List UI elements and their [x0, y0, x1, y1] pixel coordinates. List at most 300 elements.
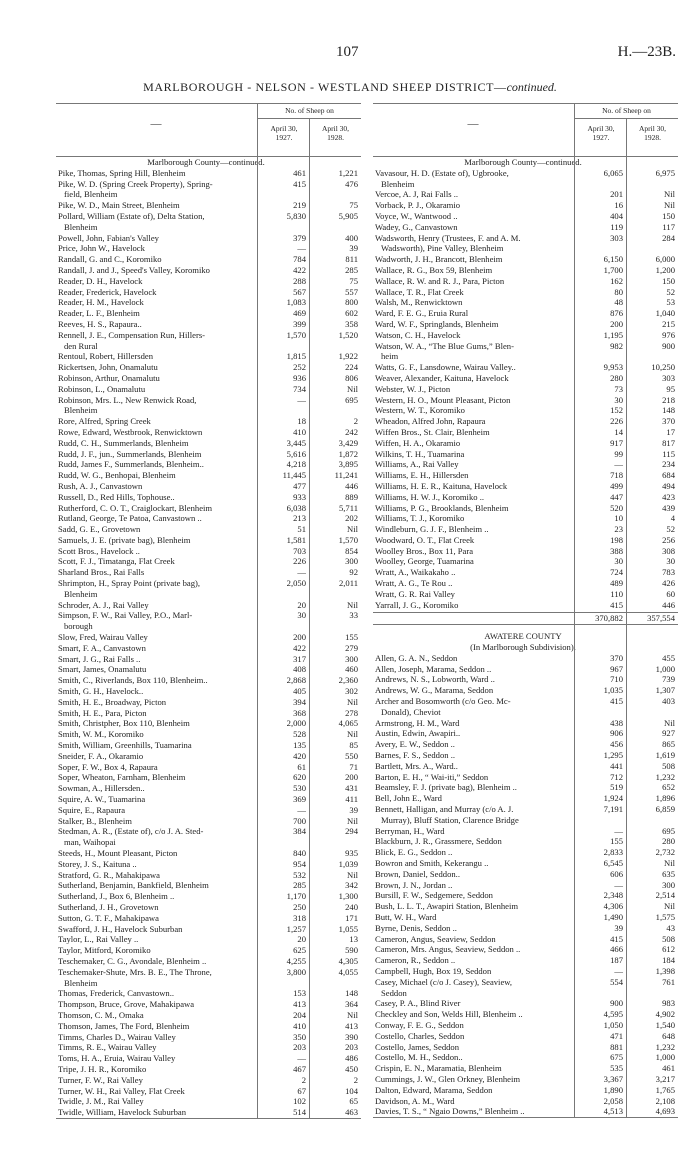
table-row: [373, 858, 678, 869]
total-row: [373, 612, 678, 625]
sheep-1928: 6,000: [655, 254, 675, 265]
sheep-1927: 3,800: [286, 966, 306, 977]
sheep-1928: 652: [662, 782, 675, 793]
sheep-1927: 917: [610, 437, 623, 448]
owner-name: Taylor, Mitford, Koromiko: [58, 945, 151, 956]
table-row: [56, 945, 361, 956]
table-row: [373, 395, 678, 406]
owner-name: Wallace, R. G., Box 59, Blenheim: [375, 264, 493, 275]
table-row: [56, 621, 361, 632]
owner-name: Bartlett, Mrs. A., Ward..: [375, 760, 458, 771]
sheep-1928: [627, 707, 678, 718]
sheep-1928: 494: [662, 480, 675, 491]
owner-name: Armstrong, H. M., Ward: [375, 717, 460, 728]
table-row: [373, 901, 678, 912]
table-row: [373, 459, 678, 470]
sheep-1928: 463: [345, 1107, 358, 1118]
table-row: [373, 782, 678, 793]
sheep-1927: 30: [297, 610, 306, 621]
sheep-1927: 718: [610, 470, 623, 481]
table-row: [373, 934, 678, 945]
owner-name: Sutherland, J., Box 6, Blenheim ..: [58, 891, 175, 902]
sheep-1927: 1,257: [286, 923, 306, 934]
owner-name: Williams, E. H., Hillersden: [375, 470, 469, 481]
sheep-1928: 927: [662, 728, 675, 739]
sheep-1928: 800: [345, 297, 358, 308]
owner-name: Brown, J. N., Jordan ..: [375, 879, 453, 890]
sheep-1928: Nil: [664, 858, 675, 868]
owner-name: Wallace, R. W. and R. J., Para, Picton: [375, 275, 505, 286]
owner-name: Webster, W. J., Picton: [375, 383, 451, 394]
sheep-1927: 6,150: [603, 254, 623, 265]
owner-name: man, Waihopai: [64, 837, 116, 848]
owner-name: Sadd, G. E., Grovetown: [58, 524, 141, 535]
sheep-1927: 250: [293, 901, 306, 912]
sheep-1927: 48: [614, 297, 623, 308]
owner-name: Williams, A., Rai Valley: [375, 459, 459, 470]
sheep-1928: 115: [662, 448, 675, 459]
name-column-header: —: [150, 118, 162, 130]
owner-name: Barton, E. H., “ Wai-iti,” Seddon: [375, 771, 489, 782]
table-row: [56, 751, 361, 762]
owner-name: Wadey, G., Canvastown: [375, 221, 458, 232]
owner-name: Archer and Bosomworth (c/o Geo. Mc-: [375, 696, 511, 707]
table-row: [373, 998, 678, 1009]
sheep-tables: [56, 103, 678, 1153]
owner-name: Ward, F. E. G., Eruia Rural: [375, 308, 469, 319]
owner-name: Wiffen Bros., St. Clair, Blenheim: [375, 426, 490, 437]
sheep-1927: [259, 341, 310, 352]
sheep-1927: 135: [293, 740, 306, 751]
sheep-1928: 976: [662, 329, 675, 340]
owner-name: Reeves, H. S., Rapaura..: [58, 318, 142, 329]
table-row: [373, 1020, 678, 1031]
year-1928-header: April 30, 1928.: [626, 119, 678, 156]
sheep-1927: —: [614, 965, 623, 976]
table-row: [56, 1086, 361, 1097]
sheep-1928: 148: [345, 988, 358, 999]
sheep-1928: 300: [662, 879, 675, 890]
sheep-1928: [627, 243, 678, 254]
owner-name: Thompson, Bruce, Grove, Mahakipawa: [58, 999, 195, 1010]
sheep-1927: 456: [610, 739, 623, 750]
owner-name: Pollard, William (Estate of), Delta Station,: [58, 210, 205, 221]
owner-name: Blenheim: [381, 178, 415, 189]
owner-name: Ward, W. F., Springlands, Blenheim: [375, 318, 499, 329]
sheep-1928: 300: [345, 556, 358, 567]
table-row: [56, 610, 361, 621]
owner-name: Yarrall, J. G., Koromiko: [375, 599, 459, 610]
sheep-1928: 854: [345, 545, 358, 556]
sheep-1928: 983: [662, 998, 675, 1009]
sheep-1927: 1,700: [603, 264, 623, 275]
owner-name: Smart, James, Onamalutu: [58, 664, 147, 675]
owner-name: Sutton, G. T. F., Mahakipawa: [58, 912, 159, 923]
sheep-1928: 357,554: [647, 613, 675, 624]
sheep-1927: 712: [610, 771, 623, 782]
sheep-1928: 5,711: [338, 502, 358, 513]
sheep-1927: —: [297, 394, 306, 405]
sheep-1927: 350: [293, 1031, 306, 1042]
sheep-1927: 489: [610, 578, 623, 589]
table-row: [56, 1042, 361, 1053]
table-row: [56, 891, 361, 902]
sheep-1927: 155: [610, 836, 623, 847]
sheep-1928: 811: [345, 254, 358, 265]
sheep-1927: 499: [610, 480, 623, 491]
sheep-1927: 413: [293, 999, 306, 1010]
sheep-1928: 1,232: [655, 1041, 675, 1052]
owner-name: Scott, F. J., Timatanga, Flat Creek: [58, 556, 175, 567]
table-row: [56, 729, 361, 740]
sheep-1928: 411: [345, 794, 358, 805]
sheep-1927: 3,445: [286, 437, 306, 448]
table-row: [373, 297, 678, 308]
owner-name: Rudd, W. G., Benhopai, Blenheim: [58, 470, 176, 481]
sheep-1928: 303: [662, 372, 675, 383]
sheep-1927: 1,050: [603, 1019, 623, 1030]
owner-name: Turner, W. H., Rai Valley, Flat Creek: [58, 1085, 185, 1096]
owner-name: Rore, Alfred, Spring Creek: [58, 416, 151, 427]
owner-name: Thomson, C. M., Omaka: [58, 1009, 144, 1020]
sheep-1928: 117: [662, 221, 675, 232]
owner-name: Windleburn, G. J. F., Blenheim ..: [375, 524, 489, 535]
table-row: [373, 869, 678, 880]
owner-name: Pike, W. D. (Spring Creek Property), Spring-: [58, 178, 213, 189]
owner-name: Barnes, F. S., Seddon ..: [375, 750, 455, 761]
table-row: [373, 362, 678, 373]
sheep-1927: 219: [293, 200, 306, 211]
owner-name: Shrimpton, H., Spray Point (private bag),: [58, 578, 201, 589]
sheep-1927: [576, 179, 627, 190]
sheep-1927: 152: [610, 405, 623, 416]
year-1927-header: April 30, 1927.: [257, 119, 310, 156]
table-row: [56, 794, 361, 805]
sheep-1927: 519: [610, 782, 623, 793]
sheep-1928: 203: [345, 1042, 358, 1053]
sheep-1928: [627, 988, 678, 999]
table-row: [56, 233, 361, 244]
sheep-1927: 967: [610, 663, 623, 674]
sheep-1928: 508: [662, 760, 675, 771]
sheep-1927: 102: [293, 1096, 306, 1107]
table-row: [56, 1010, 361, 1021]
owner-name: Cummings, J. W., Glen Orkney, Blenheim: [375, 1073, 521, 1084]
right-table: [373, 103, 678, 1153]
section-heading: [373, 631, 678, 642]
owner-name: Cameron, R., Seddon ..: [375, 955, 456, 966]
sheep-1927: 23: [614, 524, 623, 535]
sheep-1927: 675: [610, 1052, 623, 1063]
owner-name: Campbell, Hugh, Box 19, Seddon: [375, 965, 492, 976]
sheep-1928: 865: [662, 739, 675, 750]
sheep-1927: 567: [293, 286, 306, 297]
owner-name: Sneider, F. A., Okaramio: [58, 750, 144, 761]
sheep-1928: 278: [345, 707, 358, 718]
sheep-1928: 557: [345, 286, 358, 297]
owner-name: Rutland, George, Te Patoa, Canvastown ..: [58, 513, 202, 524]
owner-name: Berryman, H., Ward: [375, 825, 445, 836]
table-row: [56, 1053, 361, 1064]
owner-name: Checkley and Son, Welds Hill, Blenheim ..: [375, 1009, 523, 1020]
table-row: [56, 859, 361, 870]
sheep-1927: 724: [610, 567, 623, 578]
table-row: [373, 804, 678, 815]
sheep-1928: 590: [345, 945, 358, 956]
owner-name: Voyce, W., Wantwood ..: [375, 210, 458, 221]
owner-name: Simpson, F. W., Rai Valley, P.O., Marl-: [58, 610, 193, 621]
owner-name: Davidson, A. M., Ward: [375, 1095, 455, 1106]
owner-name: Timms, Charles D., Wairau Valley: [58, 1031, 176, 1042]
sheep-1928: 4: [670, 513, 675, 524]
table-row: [56, 200, 361, 211]
table-row: [56, 848, 361, 859]
table-row: [56, 740, 361, 751]
owner-name: Stratford, G. R., Mahakipawa: [58, 869, 160, 880]
owner-name: Bush, L. L. T., Awapiri Station, Blenheim: [375, 901, 519, 912]
sheep-1927: 415: [293, 178, 306, 189]
sheep-1928: 684: [662, 470, 675, 481]
table-row: [373, 1009, 678, 1020]
table-row: [373, 481, 678, 492]
table-row: [373, 718, 678, 729]
sheep-1928: 52: [666, 524, 675, 535]
owner-name: Conway, F. E. G., Seddon: [375, 1019, 464, 1030]
owner-name: Wadworth, J. H., Brancott, Blenheim: [375, 254, 503, 265]
table-row: [373, 168, 678, 179]
owner-name: Dalton, Edward, Marama, Seddon: [375, 1084, 493, 1095]
sheep-1927: 201: [610, 189, 623, 200]
table-row: [56, 481, 361, 492]
table-row: [56, 718, 361, 729]
sheep-1927: 467: [293, 1063, 306, 1074]
sheep-1927: 1,195: [603, 329, 623, 340]
sheep-1928: 695: [662, 825, 675, 836]
sheep-1927: 1,581: [286, 534, 306, 545]
sheep-1928: [310, 837, 361, 848]
sheep-1928: 294: [345, 826, 358, 837]
sheep-1927: 11,445: [282, 470, 306, 481]
table-row: [56, 341, 361, 352]
sheep-1928: 2: [353, 1074, 358, 1085]
sheep-1927: 2: [301, 1074, 306, 1085]
table-row: [56, 254, 361, 265]
sheep-count-header: No. of Sheep on: [574, 104, 678, 119]
table-row: [56, 1107, 361, 1118]
table-row: [373, 427, 678, 438]
owner-name: Blenheim: [64, 977, 98, 988]
table-row: [56, 956, 361, 967]
sheep-1928: 1,300: [338, 891, 358, 902]
sheep-1927: 200: [610, 318, 623, 329]
sheep-1927: 73: [614, 383, 623, 394]
sheep-1928: 508: [662, 933, 675, 944]
sheep-1927: 1,490: [603, 911, 623, 922]
table-row: [373, 912, 678, 923]
table-row: [373, 341, 678, 352]
sheep-1927: 4,595: [603, 1009, 623, 1020]
owner-name: Woolley, George, Tuamarina: [375, 556, 474, 567]
table-row: [373, 211, 678, 222]
owner-name: Robinson, L., Onamalutu: [58, 383, 146, 394]
owner-name: Thomson, James, The Ford, Blenheim: [58, 1020, 190, 1031]
table-row: [56, 924, 361, 935]
sheep-1928: 431: [345, 783, 358, 794]
table-row: [373, 707, 678, 718]
sheep-1927: 7,191: [603, 804, 623, 815]
owner-name: Williams, P. G., Brooklands, Blenheim: [375, 502, 509, 513]
table-row: [373, 772, 678, 783]
table-row: [373, 330, 678, 341]
owner-name: Costello, Charles, Seddon: [375, 1030, 465, 1041]
sheep-1928: [310, 978, 361, 989]
table-row: [373, 265, 678, 276]
table-row: [373, 189, 678, 200]
table-row: [373, 880, 678, 891]
sheep-1927: 415: [610, 696, 623, 707]
sheep-1928: 1,040: [655, 308, 675, 319]
owner-name: Rush, A. J., Canvastown: [58, 480, 143, 491]
sheep-1927: 784: [293, 254, 306, 265]
table-row: [56, 384, 361, 395]
owner-name: Smith, W. M., Koromiko: [58, 729, 144, 740]
owner-name: Smart, J. G., Rai Falls ..: [58, 653, 141, 664]
sheep-1927: 226: [610, 416, 623, 427]
sheep-1928: 1,398: [655, 965, 675, 976]
sheep-1927: 2,833: [603, 847, 623, 858]
table-row: [373, 416, 678, 427]
sheep-1927: 954: [293, 858, 306, 869]
owner-name: Blenheim: [64, 221, 98, 232]
table-row: [56, 438, 361, 449]
owner-name: [373, 613, 574, 624]
owner-name: Schroder, A. J., Rai Valley: [58, 599, 149, 610]
sheep-1928: 461: [662, 1063, 675, 1074]
sheep-1927: 6,065: [603, 167, 623, 178]
table-row: [373, 373, 678, 384]
sheep-1928: Nil: [347, 729, 358, 740]
table-row: [56, 265, 361, 276]
table-row: [56, 211, 361, 222]
table-row: [56, 643, 361, 654]
sheep-1927: 620: [293, 772, 306, 783]
sheep-1928: [310, 621, 361, 632]
owner-name: Williams, H. W. J., Koromiko ..: [375, 491, 484, 502]
owner-name: Sharland Bros., Rai Falls: [58, 567, 145, 578]
sheep-1928: 33: [349, 610, 358, 621]
sheep-1928: 4,065: [338, 718, 358, 729]
table-row: [56, 762, 361, 773]
sheep-1928: 1,540: [655, 1019, 675, 1030]
sheep-1927: 471: [610, 1030, 623, 1041]
owner-name: Walsh, M., Renwicktown: [375, 297, 463, 308]
sheep-1928: 2,514: [655, 890, 675, 901]
sheep-1928: 308: [662, 545, 675, 556]
sheep-1928: 1,307: [655, 685, 675, 696]
table-row: [373, 524, 678, 535]
sheep-1927: 2,050: [286, 578, 306, 589]
owner-name: Toms, H. A., Eruia, Wairau Valley: [58, 1053, 176, 1064]
table-header: [373, 103, 678, 157]
owner-name: Watts, G. F., Lansdowne, Wairau Valley..: [375, 362, 516, 373]
sheep-1928: 171: [345, 912, 358, 923]
sheep-1928: 202: [345, 513, 358, 524]
sheep-1928: 1,039: [338, 858, 358, 869]
sheep-1927: 5,616: [286, 448, 306, 459]
document-reference: H.—23B.: [617, 44, 676, 60]
sheep-1927: 370: [610, 652, 623, 663]
sheep-1927: 1,083: [286, 297, 306, 308]
table-row: [56, 179, 361, 190]
sheep-1928: 11,241: [334, 470, 358, 481]
sheep-1927: 530: [293, 783, 306, 794]
sheep-1927: 5,830: [286, 210, 306, 221]
sheep-1928: Nil: [664, 717, 675, 728]
sheep-1928: Nil: [664, 200, 675, 211]
sheep-1928: 455: [662, 652, 675, 663]
sheep-1927: 6,545: [603, 858, 623, 868]
owner-name: Rutherford, C. O. T., Craiglockart, Blenheim: [58, 502, 213, 513]
owner-name: Rickertsen, John, Onamalutu: [58, 362, 158, 373]
sheep-1928: 1,232: [655, 771, 675, 782]
table-row: [373, 836, 678, 847]
table-row: [56, 546, 361, 557]
table-row: [373, 1031, 678, 1042]
sheep-1927: 9,953: [603, 362, 623, 373]
sheep-1927: 710: [610, 674, 623, 685]
sheep-1928: 889: [345, 491, 358, 502]
sheep-1928: 71: [349, 761, 358, 772]
owner-name: Scott Bros., Havelock ..: [58, 545, 140, 556]
table-row: [56, 556, 361, 567]
sheep-1928: 75: [349, 275, 358, 286]
sheep-1928: 783: [662, 567, 675, 578]
table-row: [373, 503, 678, 514]
table-row: [373, 653, 678, 664]
sheep-1927: 2,058: [603, 1095, 623, 1106]
sheep-1927: 532: [293, 869, 306, 880]
sheep-1927: 119: [610, 221, 623, 232]
sheep-1927: 422: [293, 264, 306, 275]
sheep-1928: 242: [345, 426, 358, 437]
sheep-1928: 302: [345, 686, 358, 697]
table-row: [56, 826, 361, 837]
sheep-1928: 1,520: [338, 329, 358, 340]
table-row: [56, 870, 361, 881]
sheep-1927: 554: [610, 976, 623, 987]
sheep-1928: 200: [345, 772, 358, 783]
table-row: [56, 880, 361, 891]
owner-name: Tripe, J. H. R., Koromiko: [58, 1063, 147, 1074]
table-row: [56, 524, 361, 535]
table-row: [373, 567, 678, 578]
sheep-1928: 150: [662, 275, 675, 286]
sheep-1927: 982: [610, 340, 623, 351]
sheep-1928: 342: [345, 880, 358, 891]
sheep-1927: 20: [297, 934, 306, 945]
sheep-1928: 413: [345, 1020, 358, 1031]
owner-name: borough: [64, 621, 93, 632]
page-number: 107: [336, 44, 359, 60]
sheep-1928: 13: [349, 934, 358, 945]
sheep-1927: 461: [293, 167, 306, 178]
table-row: [56, 978, 361, 989]
sheep-1928: 92: [349, 567, 358, 578]
owner-name: Sutherland, J. H., Grovetown: [58, 901, 159, 912]
table-row: [373, 556, 678, 567]
table-row: [56, 189, 361, 200]
owner-name: Reader, Frederick, Havelock: [58, 286, 157, 297]
